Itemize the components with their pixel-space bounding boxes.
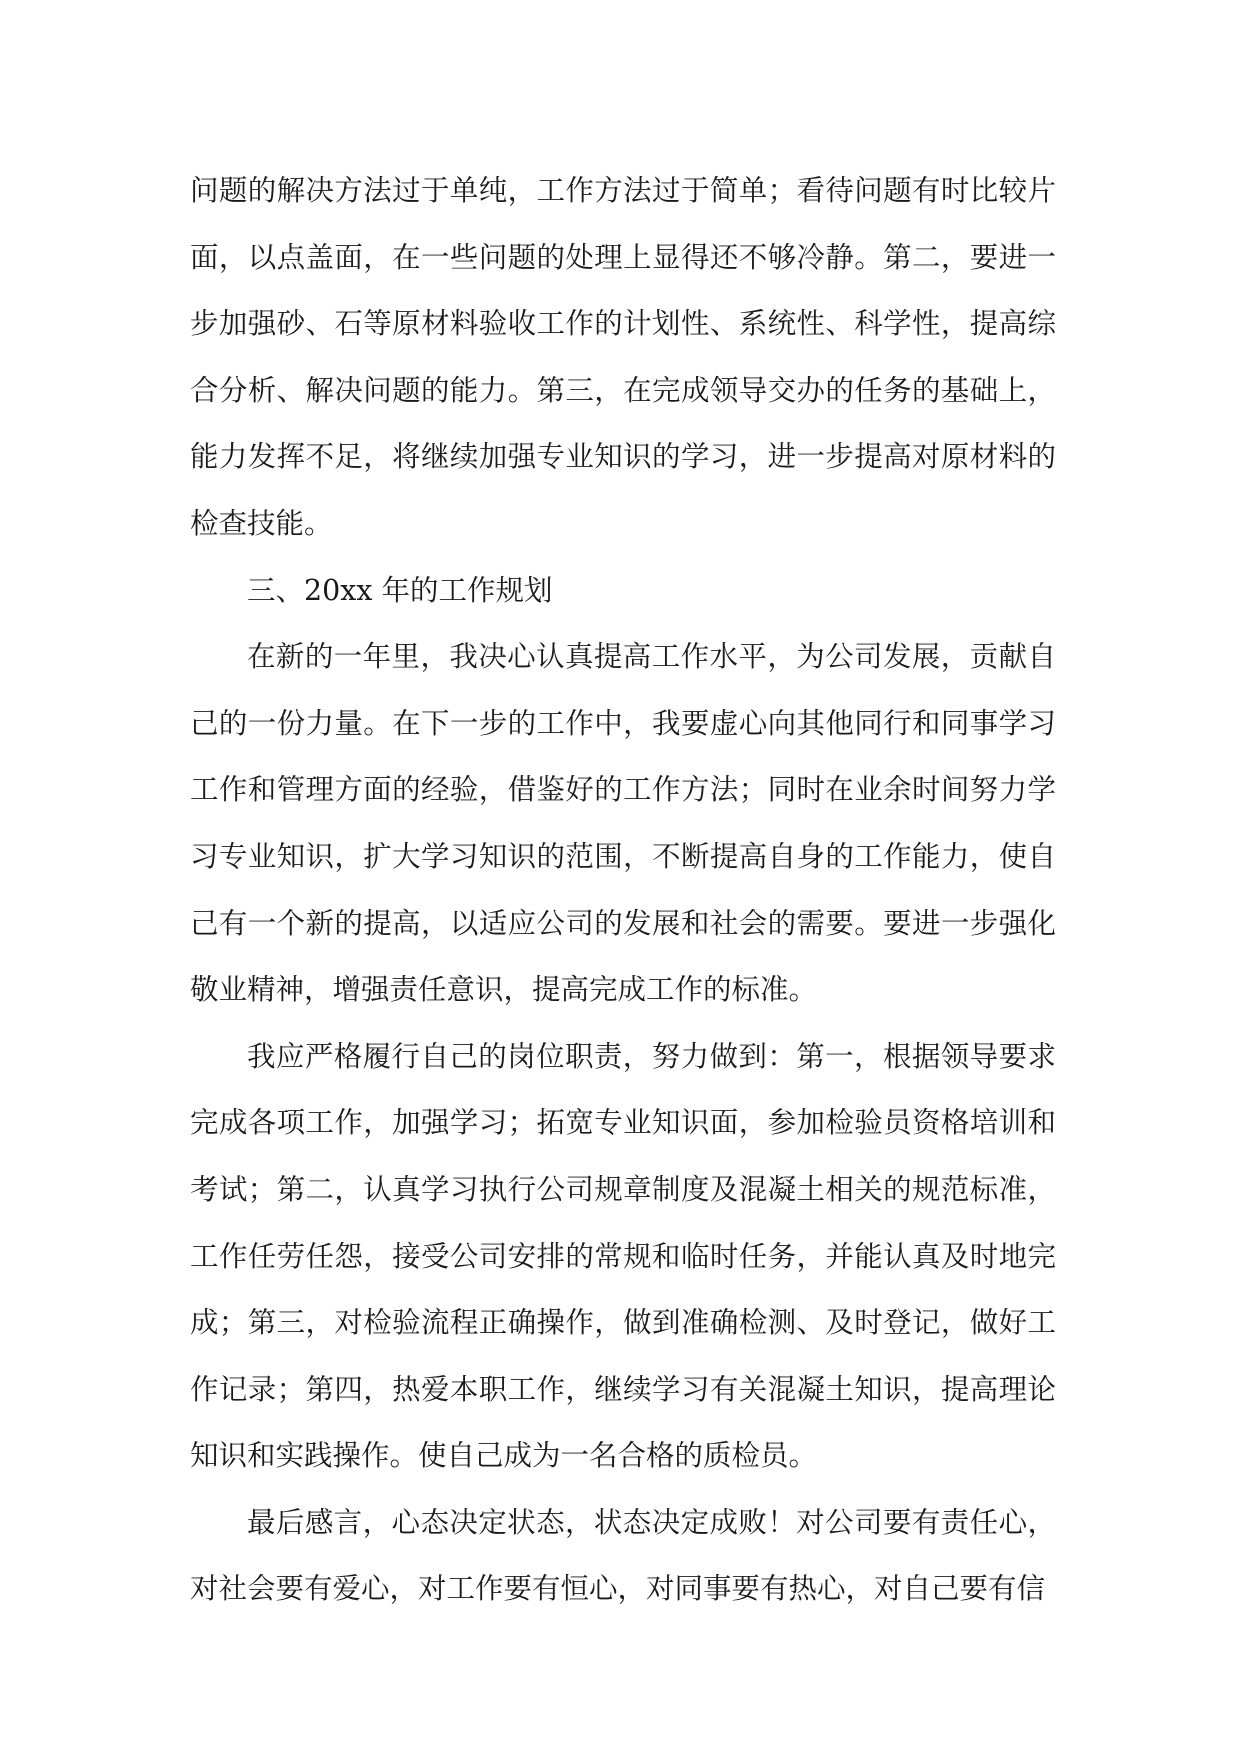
section-heading-work-plan: 三、20xx 年的工作规划 [247,573,553,607]
document-body [190,158,1056,1623]
paragraph-job-duties: 我应严格履行自己的岗位职责，努力做到：第一，根据领导要求完成各项工作，加强学习；拓宽专业知识面，参加检验员资格培训和考试；第二，认真学习执行公司规章制度及混凝土相关的规范标准，工作任劳任怨，接受公司安排的常规和临时任务，并能认真及时地完成；第三，对检验流程正确操作，做到准确检测、及时登记，做好工作记录；第四，热爱本职工作，继续学习有关混凝土知识，提高理论知识和实践操作。使自己成为一名合格的质检员。 [190,1039,1056,1473]
paragraph-closing-remarks: 最后感言，心态决定状态，状态决定成败！对公司要有责任心，对社会要有爱心，对工作要有恒心，对同事要有热心，对自己要有信 [190,1505,1056,1606]
paragraph-weaknesses: 问题的解决方法过于单纯，工作方法过于简单；看待问题有时比较片面，以点盖面，在一些问题的处理上显得还不够冷静。第二，要进一步加强砂、石等原材料验收工作的计划性、系统性、科学性，提高综合分析、解决问题的能力。第三，在完成领导交办的任务的基础上，能力发挥不足，将继续加强专业知识的学习，进一步提高对原材料的检查技能。 [190,174,1056,540]
paragraph-new-year-resolve: 在新的一年里，我决心认真提高工作水平，为公司发展，贡献自己的一份力量。在下一步的工作中，我要虚心向其他同行和同事学习工作和管理方面的经验，借鉴好的工作方法；同时在业余时间努力学习专业知识，扩大学习知识的范围，不断提高自身的工作能力，使自己有一个新的提高，以适应公司的发展和社会的需要。要进一步强化敬业精神，增强责任意识，提高完成工作的标准。 [190,640,1056,1007]
